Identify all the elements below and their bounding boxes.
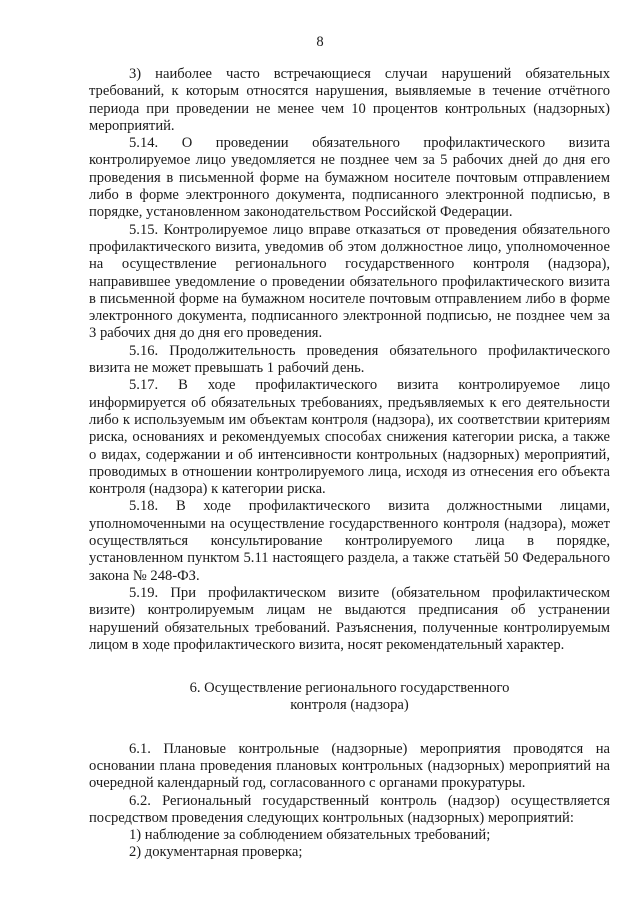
paragraph-5-14: 5.14. О проведении обязательного профилактического визита контролируемое лицо уведомляется не позднее чем за 5 рабочих дней до дня его проведения в письменной форме на бумажном носителе почтовым отправлением либо в форме электронного документа, подписанного электронной подписью, в порядке, установленном законодательством Российской Федерации. bbox=[89, 135, 610, 221]
page-number: 8 bbox=[316, 34, 324, 50]
section-heading-line-1: 6. Осуществление регионального государственного bbox=[189, 680, 510, 697]
paragraph-5-16: 5.16. Продолжительность проведения обязательного профилактического визита не может превышать 1 рабочий день. bbox=[89, 342, 610, 377]
paragraph-6-1: 6.1. Плановые контрольные (надзорные) мероприятия проводятся на основании плана проведения плановых контрольных (надзорных) мероприятий на очередной календарный год, согласованного с органами прокуратуры. bbox=[89, 740, 610, 792]
paragraph-5-15: 5.15. Контролируемое лицо вправе отказаться от проведения обязательного профилактического визита, уведомив об этом должностное лицо, уполномоченное на осуществление регионального государственного контроля (надзора), направившее уведомление о проведении обязательного профилактического визита в письменной форме на бумажном носителе почтовым отправлением либо в форме электронного документа, подписанного электронной подписью, не позднее чем за 3 рабочих дня до дня его проведения. bbox=[89, 221, 610, 342]
section-heading-line-2: контроля (надзора) bbox=[290, 697, 409, 714]
paragraph-3-frequent-violations: 3) наиболее часто встречающиеся случаи нарушений обязательных требований, к которым относятся нарушения, выявляемые в течение отчётного периода при проведении не менее чем 10 процентов контрольных (надзорных) мероприятий. bbox=[89, 66, 610, 134]
paragraph-6-2: 6.2. Региональный государственный контроль (надзор) осуществляется посредством проведения следующих контрольных (надзорных) мероприятий: bbox=[89, 792, 610, 826]
section-6-heading bbox=[89, 680, 610, 715]
paragraph-5-19: 5.19. При профилактическом визите (обязательном профилактическом визите) контролируемым лицам не выдаются предписания об устранении нарушений обязательных требований. Разъяснения, полученные контролируемым лицом в ходе профилактического визита, носят рекомендательный характер. bbox=[89, 584, 610, 653]
list-item-observation: 1) наблюдение за соблюдением обязательных требований; bbox=[129, 827, 491, 844]
paragraph-5-18: 5.18. В ходе профилактического визита должностными лицами, уполномоченными на осуществление государственного контроля (надзора), может осуществляться консультирование контролируемого лица в порядке, установленном пунктом 5.11 настоящего раздела, а также статьёй 50 Федерального закона № 248-ФЗ. bbox=[89, 498, 610, 584]
document-body bbox=[89, 66, 610, 862]
list-item-documentary-check: 2) документарная проверка; bbox=[129, 844, 303, 861]
paragraph-5-17: 5.17. В ходе профилактического визита контролируемое лицо информируется об обязательных требованиях, предъявляемых к его деятельности либо к используемым им объектам контроля (надзора), их соответствии критериям риска, основаниях и рекомендуемых способах снижения категории риска, а также о видах, содержании и об интенсивности контрольных (надзорных) мероприятий, проводимых в отношении контролируемого лица, исходя из отнесения его объекта контроля (надзора) к категории риска. bbox=[89, 377, 610, 498]
